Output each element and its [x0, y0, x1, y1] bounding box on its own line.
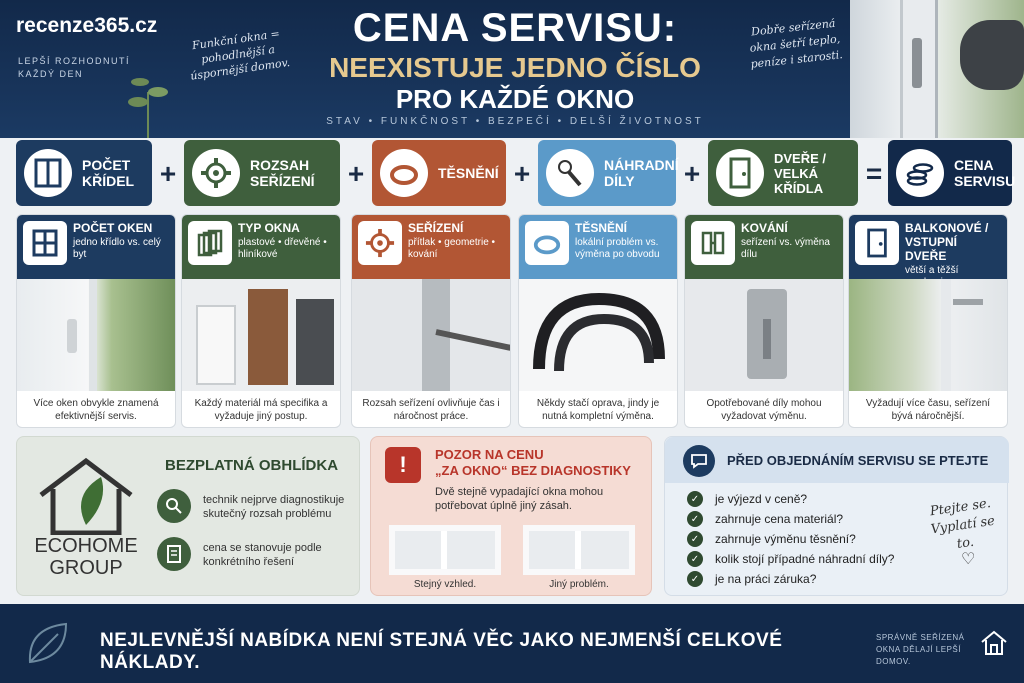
- ecohome-logo-line2: GROUP: [49, 557, 123, 579]
- check-icon: ✓: [687, 511, 703, 527]
- factor-card-doors: [848, 214, 1008, 428]
- card-caption: Rozsah seřízení ovlivňuje čas i náročnost práce.: [362, 398, 500, 422]
- plant-icon: [118, 62, 178, 138]
- factor-card-seal: [518, 214, 678, 428]
- card-subtitle: plastové • dřevěné • hliníkové: [238, 237, 327, 260]
- formula-item-parts: [538, 140, 679, 206]
- card-subtitle: přítlak • geometrie • kování: [408, 237, 496, 260]
- question-item: ✓ je na práci záruka?: [687, 571, 894, 587]
- formula-item-seal: [372, 140, 506, 206]
- warning-icon: !: [385, 447, 421, 483]
- card-title: TYP OKNA: [238, 221, 300, 235]
- card-caption: Více oken obvykle znamená efektivnější servis.: [33, 398, 159, 422]
- formula-item-doors: [708, 140, 858, 206]
- window-profile-icon: [188, 221, 232, 265]
- card-title: POČET OKEN: [73, 221, 153, 235]
- heart-icon: ♡: [961, 551, 976, 568]
- plus-operator: +: [347, 158, 365, 189]
- question-item: ✓ kolik stojí případné náhradní díly?: [687, 551, 894, 567]
- warning-text: Dvě stejně vypadající okna mohou potřebovat úplně jiný zásah.: [435, 486, 604, 512]
- window-photo-right: [523, 525, 635, 575]
- card-title: KOVÁNÍ: [741, 221, 788, 235]
- formula-item-wings: [16, 140, 152, 206]
- door-icon: [716, 149, 764, 197]
- plus-operator: +: [513, 158, 531, 189]
- card-title: TĚSNĚNÍ: [575, 221, 628, 235]
- footer-small-text: SPRÁVNĚ SEŘÍZENÁ OKNA DĚLAJÍ LEPŠÍ DOMOV.: [876, 633, 965, 666]
- tagline: STAV • FUNKČNOST • BEZPEČÍ • DELŠÍ ŽIVOTNOST: [326, 116, 704, 127]
- hinge-photo: [685, 279, 843, 391]
- coins-icon: [896, 149, 944, 197]
- balcony-door-photo: [849, 279, 1007, 391]
- rubber-seal-photo: [519, 279, 677, 391]
- inspection-point: cena se stanovuje podle konkrétního řešení: [203, 542, 322, 568]
- chat-bubble-icon: [683, 445, 715, 477]
- page-title-line2: NEEXISTUJE JEDNO ČÍSLO: [329, 52, 701, 83]
- formula-label: DVEŘE / VELKÁ KŘÍDLA: [774, 150, 827, 196]
- ask-card: [664, 436, 1008, 596]
- gear-icon: [192, 149, 240, 197]
- ecohome-logo-icon: [31, 455, 141, 535]
- check-icon: ✓: [687, 571, 703, 587]
- door-icon: [855, 221, 899, 265]
- ecohome-card: [16, 436, 360, 596]
- question-item: ✓ je výjezd v ceně?: [687, 491, 894, 507]
- formula-item-adjustment: [184, 140, 340, 206]
- check-icon: ✓: [687, 491, 703, 507]
- seal-icon: [380, 149, 428, 197]
- brand-logo[interactable]: recenze365.cz: [16, 14, 158, 37]
- formula-item-price: [888, 140, 1016, 206]
- formula-label: TĚSNĚNÍ: [438, 165, 499, 181]
- warning-title: POZOR NA CENU: [435, 447, 544, 462]
- equals-operator: =: [865, 158, 883, 189]
- factor-card-window-count: [16, 214, 176, 428]
- question-item: ✓ zahrnuje výměnu těsnění?: [687, 531, 894, 547]
- factor-card-hardware: [684, 214, 844, 428]
- hinge-icon: [691, 221, 735, 265]
- question-item: ✓ zahrnuje cena materiál?: [687, 511, 894, 527]
- warning-title-line2: „ZA OKNO“ BEZ DIAGNOSTIKY: [435, 463, 631, 478]
- window-photo-left: [389, 525, 501, 575]
- note-left: Funkční okna = pohodlnější a úspornější domov.: [189, 27, 291, 83]
- window-repair-photo: [850, 0, 1024, 138]
- free-inspection-title: BEZPLATNÁ OBHLÍDKA: [165, 457, 339, 474]
- card-subtitle: lokální problém vs. výměna po obvodu: [575, 237, 660, 260]
- brand-subtitle: LEPŠÍ ROZHODNUTÍ KAŽDÝ DEN: [18, 56, 131, 79]
- check-icon: ✓: [687, 531, 703, 547]
- footer-message: NEJLEVNĚJŠÍ NABÍDKA NENÍ STEJNÁ VĚC JAKO NEJMENŠÍ CELKOVÉ NÁKLADY.: [100, 630, 783, 673]
- window-profiles-photo: [182, 279, 340, 391]
- caption-same-look: Stejný vzhled.: [413, 579, 477, 590]
- card-subtitle: jedno křídlo vs. celý byt: [73, 237, 161, 260]
- card-subtitle: větší a těžší: [905, 265, 959, 276]
- card-caption: Někdy stačí oprava, jindy je nutná kompletní výměna.: [536, 398, 660, 422]
- leaf-icon: [22, 618, 72, 668]
- seal-icon: [525, 221, 569, 265]
- page-title-line3: PRO KAŽDÉ OKNO: [395, 84, 635, 114]
- document-icon: [157, 537, 191, 571]
- card-subtitle: seřízení vs. výměna dílu: [741, 237, 830, 260]
- question-list: [687, 491, 894, 591]
- hinge-adjustment-photo: [352, 279, 510, 391]
- card-caption: Vyžadují více času, seřízení bývá náročnější.: [865, 398, 991, 422]
- caption-different-problem: Jiný problém.: [549, 579, 609, 590]
- ask-title: PŘED OBJEDNÁNÍM SERVISU SE PTEJTE: [727, 453, 989, 468]
- note-right: Dobře seřízená okna šetří teplo, peníze i starosti.: [749, 16, 844, 71]
- price-formula: [12, 138, 1016, 210]
- formula-label: POČET KŘÍDEL: [82, 157, 135, 189]
- window-photo: [17, 279, 175, 391]
- plus-operator: +: [159, 158, 177, 189]
- plus-operator: +: [683, 158, 701, 189]
- formula-label: ROZSAH SEŘÍZENÍ: [250, 157, 315, 189]
- window-icon: [24, 149, 72, 197]
- card-caption: Každý materiál má specifika a vyžaduje jiný postup.: [194, 398, 328, 422]
- check-icon: ✓: [687, 551, 703, 567]
- gear-icon: [358, 221, 402, 265]
- formula-label: NÁHRADNÍ DÍLY: [604, 157, 679, 189]
- screw-icon: [546, 149, 594, 197]
- card-title: SEŘÍZENÍ: [408, 221, 464, 235]
- header: [0, 0, 1024, 138]
- card-caption: Opotřebované díly mohou vyžadovat výměnu.: [706, 398, 822, 422]
- home-icon: [980, 630, 1008, 656]
- factor-card-window-type: [181, 214, 341, 428]
- page-title: CENA SERVISU:: [352, 6, 678, 50]
- inspection-point: technik nejprve diagnostikuje skutečný rozsah problému: [203, 494, 345, 520]
- footer: [0, 604, 1024, 683]
- handwritten-note: Ptejte se. Vyplatí se to.: [929, 495, 996, 552]
- formula-label: CENA SERVISU: [954, 157, 1016, 189]
- magnifier-icon: [157, 489, 191, 523]
- ecohome-logo-line1: ECOHOME: [34, 535, 138, 557]
- warning-card: [370, 436, 652, 596]
- card-title: BALKONOVÉ / VSTUPNÍ DVEŘE: [905, 221, 989, 263]
- window-icon: [23, 221, 67, 265]
- factor-card-adjustment: [351, 214, 511, 428]
